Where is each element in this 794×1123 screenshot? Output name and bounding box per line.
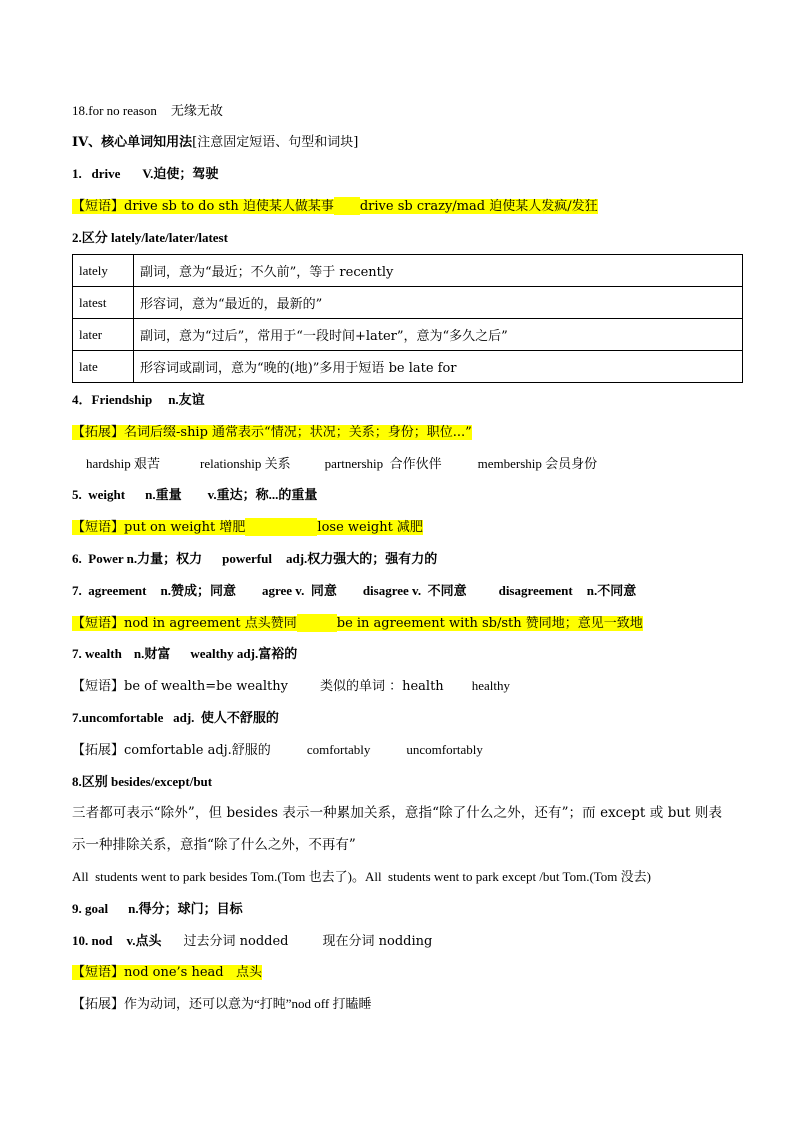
- example-word: membership 会员身份: [477, 456, 598, 471]
- table-row: [73, 255, 743, 287]
- entry-agreement: [72, 582, 636, 600]
- table-def: 副词，意为“过后”，常用于“一段时间+later”，意为“多久之后”: [134, 319, 743, 351]
- example-word: hardship 艰苦: [86, 456, 161, 471]
- phrase-agreement: [72, 614, 643, 633]
- entry-power: [72, 550, 437, 568]
- word: powerful: [222, 551, 272, 566]
- word: disagree v. 不同意: [362, 583, 467, 598]
- example-word: partnership 合作伙伴: [324, 456, 442, 471]
- example-sentence: All students went to park besides Tom.(Tom 也去了)。All students went to park except /but Tom.(Tom 没去): [72, 869, 652, 884]
- phrase-wealth: [72, 677, 510, 696]
- explanation-paragraph: 三者都可表示“除外”，但 besides 表示一种累加关系，意指“除了什么之外，还有”；而 except 或 but 则表示一种排除关系，意指“除了什么之外，不再有”: [72, 805, 722, 853]
- word: 10. nod: [72, 933, 113, 948]
- extension: comfortably: [306, 742, 371, 757]
- example-word: relationship 关系: [200, 456, 291, 471]
- word: 4．Friendship: [72, 392, 153, 407]
- entry-nod: [72, 932, 432, 951]
- meaning: v.点头: [126, 933, 162, 948]
- section-note: [注意固定短语、句型和词块]: [192, 135, 359, 150]
- highlight-phrase: be in agreement with sb/sth 赞同地；意见一致地: [336, 616, 643, 631]
- form: 过去分词 nodded: [183, 934, 289, 949]
- table-row: [73, 351, 743, 383]
- highlight-phrase: 【短语】nod one’s head 点头: [72, 965, 263, 980]
- phrase-drive: [72, 197, 598, 216]
- phrase-nod: [72, 963, 262, 982]
- meaning: n.不同意: [586, 583, 637, 598]
- table-def: 形容词，意为“最近的，最新的”: [134, 287, 743, 319]
- meaning: V.迫使；驾驶: [142, 166, 219, 181]
- highlight-phrase: lose weight 减肥: [317, 520, 423, 535]
- entry-drive: [72, 165, 218, 183]
- word: 9. goal: [72, 901, 109, 916]
- extension-nod: 【拓展】作为动词，还可以意为“打盹”nod off 打瞌睡: [72, 996, 372, 1011]
- table-def: 副词，意为“最近；不久前”，等于 recently: [134, 255, 743, 287]
- word: 7. wealth: [72, 646, 122, 661]
- section-title: IV、核心单词知用法: [72, 135, 193, 150]
- entry-wealth: [72, 645, 297, 663]
- table-word: latest: [73, 287, 134, 319]
- entry-weight: [72, 486, 317, 504]
- phrase-cn: 无缘无故: [170, 104, 223, 119]
- ship-examples: [86, 455, 597, 473]
- meaning: adj.权力强大的；强有力的: [285, 551, 438, 566]
- word: 6. Power n.力量；权力: [72, 551, 203, 566]
- highlight-phrase: 【短语】nod in agreement 点头赞同: [72, 616, 297, 631]
- table-word: later: [73, 319, 134, 351]
- section-heading: [72, 133, 358, 152]
- phrase-weight: [72, 518, 423, 537]
- heading-distinguish-late: 2.区分 lately/late/later/latest: [72, 230, 228, 245]
- phrase: 【短语】be of wealth=be wealthy: [72, 679, 288, 694]
- word: 5. weight: [72, 487, 126, 502]
- heading-distinguish-besides: 8.区别 besides/except/but: [72, 774, 213, 789]
- table-row: [73, 319, 743, 351]
- line-for-no-reason: [72, 102, 223, 121]
- meaning: n.友谊: [168, 392, 205, 407]
- table-word: lately: [73, 255, 134, 287]
- table-row: [73, 287, 743, 319]
- word: 1. drive: [72, 166, 121, 181]
- entry-goal: [72, 900, 243, 918]
- meaning: n.得分；球门；目标: [128, 901, 243, 916]
- table-def: 形容词或副词，意为“晚的(地)”多用于短语 be late for: [134, 351, 743, 383]
- meaning: n.财富: [133, 646, 171, 661]
- table-word: late: [73, 351, 134, 383]
- entry-uncomfortable: 7.uncomfortable adj. 使人不舒服的: [72, 710, 279, 725]
- extension: 【拓展】comfortable adj.舒服的: [72, 743, 271, 758]
- meaning: v.重达；称...的重量: [207, 487, 318, 502]
- word: wealthy adj.富裕的: [190, 646, 298, 661]
- phrase: healthy: [471, 678, 510, 693]
- meaning: n.重量: [145, 487, 182, 502]
- form: 现在分词 nodding: [322, 934, 433, 949]
- highlight-phrase: 【短语】drive sb to do sth 迫使某人做某事: [72, 199, 334, 214]
- extension: uncomfortably: [406, 742, 483, 757]
- word: 7. agreement: [72, 583, 147, 598]
- phrase-en: 18.for no reason: [72, 103, 157, 118]
- highlight-phrase: 【短语】put on weight 增肥: [72, 520, 246, 535]
- word: disagreement: [498, 583, 573, 598]
- phrase: 类似的单词 ：health: [319, 679, 444, 694]
- word: agree v. 同意: [261, 583, 337, 598]
- meaning: n.赞成；同意: [160, 583, 236, 598]
- comparison-table: [72, 254, 743, 383]
- highlight-extension: 【拓展】名词后缀-ship 通常表示“情况；状况；关系；身份；职位...”: [72, 425, 472, 440]
- entry-friendship: [72, 391, 205, 409]
- extension-comfortable: [72, 741, 483, 760]
- extension-ship: [72, 423, 472, 442]
- highlight-phrase: drive sb crazy/mad 迫使某人发疯/发狂: [359, 199, 598, 214]
